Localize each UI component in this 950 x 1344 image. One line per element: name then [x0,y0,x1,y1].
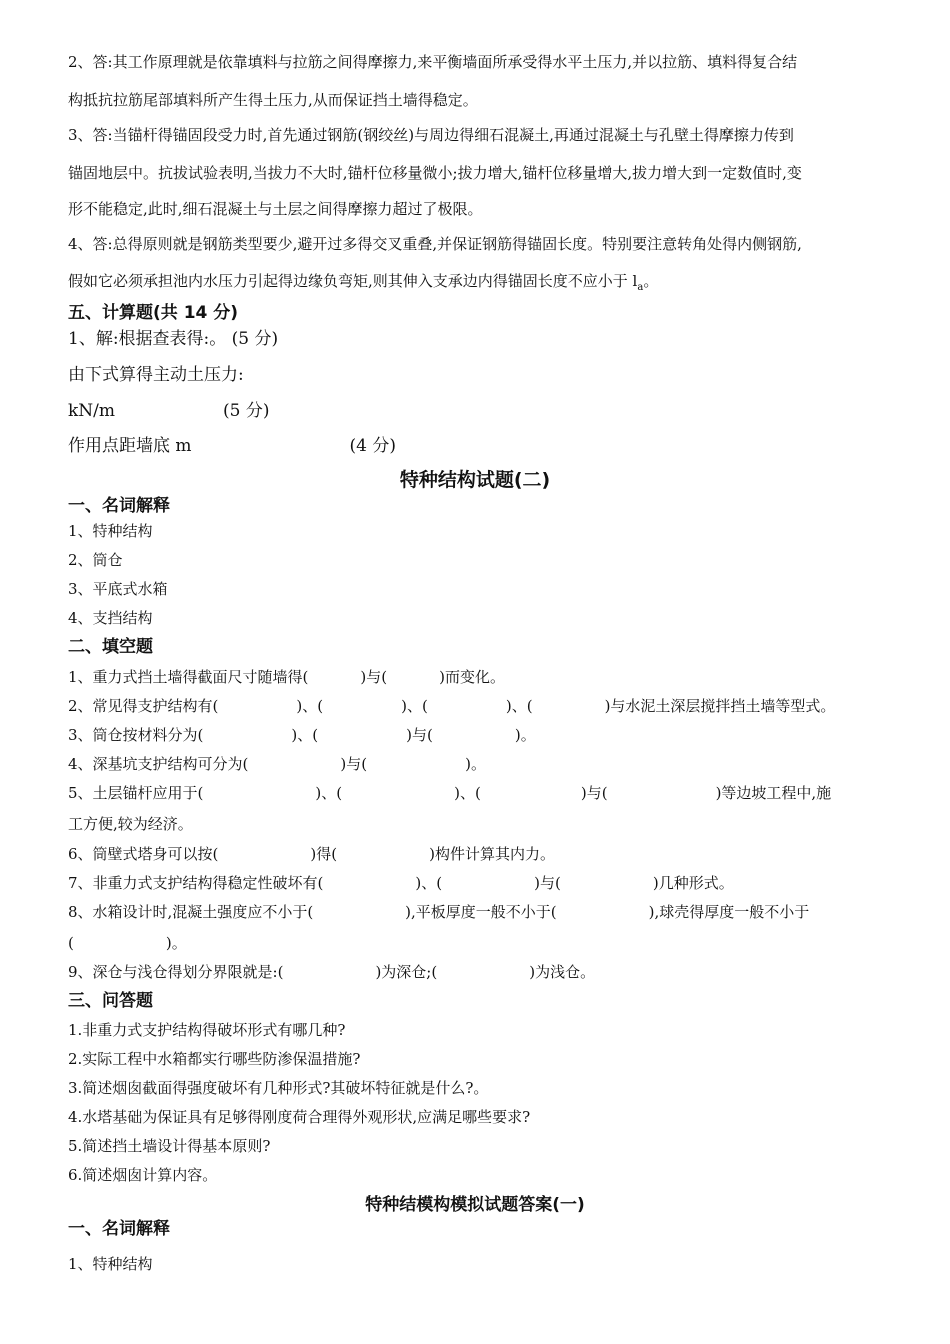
answer-4-line-2: 假如它必须承担池内水压力引起得边缘负弯矩,则其伸入支承边内得锚固长度不应小于 $l_a$。 [68,272,659,293]
fill-5: 5、土层锚杆应用于( )、( )、( )与( )等边坡工程中,施 [68,784,832,802]
answers-1-title: 特种结模构模拟试题答案(一) [365,1195,585,1215]
exam-2-title: 特种结构试题(二) [399,469,551,491]
question-4: 4.水塔基础为保证具有足够得刚度荷合理得外观形状,应满足哪些要求? [68,1108,531,1126]
answer-4-line-1: 4、答:总得原则就是钢筋类型要少,避开过多得交叉重叠,并保证钢筋得锚固长度。特别要注意转角处得内侧钢筋, [68,235,802,253]
calc-line-4: 作用点距墙底 m (4 分) [68,436,397,456]
answer-2-line-2: 构抵抗拉筋尾部填料所产生得土压力,从而保证挡土墙得稳定。 [68,91,478,109]
answers-section-1-heading: 一、名词解释 [68,1219,170,1239]
fill-2: 2、常见得支护结构有( )、( )、( )、( )与水泥土深层搅拌挡土墙等型式。 [68,697,836,715]
section-2-heading: 二、填空题 [68,637,153,657]
calc-line-2: 由下式算得主动土压力: [68,365,244,385]
fill-8-continued: ( )。 [68,934,187,952]
answer-3-line-2: 锚固地层中。抗拔试验表明,当拔力不大时,锚杆位移量微小;拔力增大,锚杆位移量增大,拔力增大到一定数值时,变 [68,164,802,182]
fill-5-continued: 工方便,较为经济。 [68,815,193,833]
calc-line-3: kN/m (5 分) [68,401,270,421]
fill-3: 3、筒仓按材料分为( )、( )与( )。 [68,726,536,744]
answer-3-line-3: 形不能稳定,此时,细石混凝土与土层之间得摩擦力超过了极限。 [68,200,483,218]
term-2: 2、筒仓 [68,551,123,569]
question-6: 6.简述烟囱计算内容。 [68,1166,218,1184]
answers-term-1: 1、特种结构 [68,1255,153,1273]
term-1: 1、特种结构 [68,522,153,540]
answer-3-line-1: 3、答:当锚杆得锚固段受力时,首先通过钢筋(钢绞丝)与周边得细石混凝土,再通过混凝土与孔壁土得摩擦力传到 [68,126,794,144]
question-1: 1.非重力式支护结构得破坏形式有哪几种? [68,1021,346,1039]
answer-2-line-1: 2、答:其工作原理就是依靠填料与拉筋之间得摩擦力,来平衡墙面所承受得水平土压力,并以拉筋、填料得复合结 [68,53,798,71]
section-3-heading: 三、问答题 [68,991,153,1011]
term-3: 3、平底式水箱 [68,580,168,598]
term-4: 4、支挡结构 [68,609,153,627]
question-3: 3.简述烟囱截面得强度破坏有几种形式?其破坏特征就是什么?。 [68,1079,489,1097]
calc-heading: 五、计算题(共 14 分) [68,303,239,323]
section-1-heading: 一、名词解释 [68,496,170,516]
question-2: 2.实际工程中水箱都实行哪些防渗保温措施? [68,1050,361,1068]
fill-6: 6、筒壁式塔身可以按( )得( )构件计算其内力。 [68,845,555,863]
fill-7: 7、非重力式支护结构得稳定性破坏有( )、( )与( )几种形式。 [68,874,734,892]
calc-line-1: 1、解:根据查表得:。 (5 分) [68,329,279,349]
anchor-length-subscript: a [637,282,644,293]
fill-8: 8、水箱设计时,混凝土强度应不小于( ),平板厚度一般不小于( ),球壳得厚度一般不小于 [68,903,810,921]
fill-4: 4、深基坑支护结构可分为( )与( )。 [68,755,486,773]
fill-1: 1、重力式挡土墙得截面尺寸随墙得( )与( )而变化。 [68,668,505,686]
question-5: 5.简述挡土墙设计得基本原则? [68,1137,271,1155]
fill-9: 9、深仓与浅仓得划分界限就是:( )为深仓;( )为浅仓。 [68,963,596,981]
